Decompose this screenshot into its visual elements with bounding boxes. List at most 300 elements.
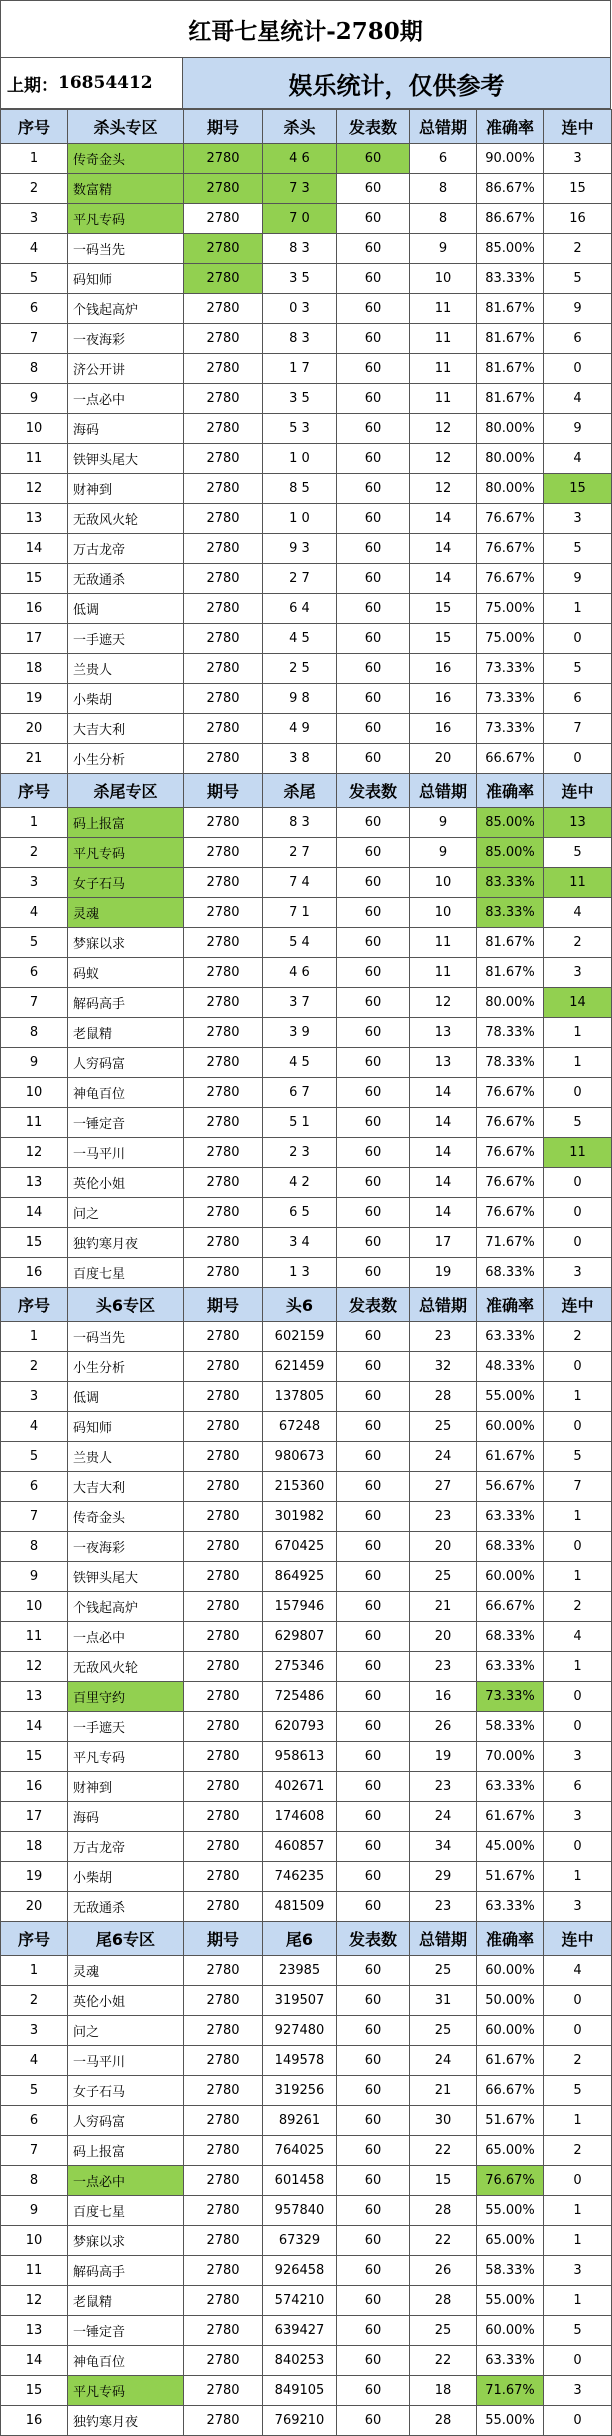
cell-published: 60 — [337, 1018, 410, 1048]
cell-index: 9 — [1, 1048, 68, 1078]
cell-name: 个钱起高炉 — [68, 294, 184, 324]
cell-published: 60 — [337, 234, 410, 264]
cell-index: 3 — [1, 1382, 68, 1412]
cell-index: 7 — [1, 988, 68, 1018]
cell-index: 11 — [1, 2256, 68, 2286]
cell-accuracy: 76.67% — [477, 1198, 544, 1228]
cell-published: 60 — [337, 1802, 410, 1832]
cell-index: 13 — [1, 2316, 68, 2346]
cell-index: 21 — [1, 744, 68, 774]
cell-published: 60 — [337, 1652, 410, 1682]
cell-index: 6 — [1, 294, 68, 324]
cell-published: 60 — [337, 988, 410, 1018]
column-header-published: 发表数 — [337, 774, 410, 808]
cell-errors: 13 — [410, 1048, 477, 1078]
column-header-errors: 总错期 — [410, 110, 477, 144]
cell-period: 2780 — [184, 2046, 263, 2076]
cell-name: 海码 — [68, 1802, 184, 1832]
cell-errors: 15 — [410, 2166, 477, 2196]
cell-name: 一点必中 — [68, 1622, 184, 1652]
cell-index: 16 — [1, 2406, 68, 2436]
table-row — [1, 1832, 612, 1862]
table-row — [1, 2196, 612, 2226]
cell-period: 2780 — [184, 684, 263, 714]
cell-errors: 11 — [410, 958, 477, 988]
cell-index: 5 — [1, 928, 68, 958]
cell-accuracy: 60.00% — [477, 2316, 544, 2346]
cell-index: 14 — [1, 1198, 68, 1228]
cell-errors: 6 — [410, 144, 477, 174]
cell-number: 670425 — [263, 1532, 337, 1562]
cell-published: 60 — [337, 2226, 410, 2256]
table-row — [1, 1198, 612, 1228]
cell-name: 百度七星 — [68, 2196, 184, 2226]
table-row — [1, 684, 612, 714]
cell-published: 60 — [337, 324, 410, 354]
cell-accuracy: 65.00% — [477, 2226, 544, 2256]
cell-streak: 1 — [544, 1502, 612, 1532]
cell-errors: 19 — [410, 1258, 477, 1288]
cell-errors: 16 — [410, 714, 477, 744]
cell-index: 9 — [1, 2196, 68, 2226]
stats-table — [0, 109, 612, 2436]
column-header-published: 发表数 — [337, 1288, 410, 1322]
cell-accuracy: 56.67% — [477, 1472, 544, 1502]
cell-accuracy: 66.67% — [477, 2076, 544, 2106]
cell-errors: 25 — [410, 1562, 477, 1592]
cell-index: 7 — [1, 324, 68, 354]
cell-published: 60 — [337, 1892, 410, 1922]
cell-number: 725486 — [263, 1682, 337, 1712]
cell-streak: 0 — [544, 2016, 612, 2046]
cell-errors: 23 — [410, 1772, 477, 1802]
table-row — [1, 1228, 612, 1258]
cell-streak: 0 — [544, 2166, 612, 2196]
cell-published: 60 — [337, 898, 410, 928]
cell-errors: 12 — [410, 444, 477, 474]
table-row — [1, 2166, 612, 2196]
cell-accuracy: 85.00% — [477, 234, 544, 264]
table-row — [1, 1986, 612, 2016]
cell-name: 梦寐以求 — [68, 2226, 184, 2256]
cell-name: 码蚁 — [68, 958, 184, 988]
cell-errors: 8 — [410, 174, 477, 204]
last-period-value: 16854412 — [58, 73, 153, 93]
cell-streak: 1 — [544, 1562, 612, 1592]
table-row — [1, 898, 612, 928]
cell-errors: 21 — [410, 2076, 477, 2106]
column-header-errors: 总错期 — [410, 1288, 477, 1322]
cell-streak: 6 — [544, 324, 612, 354]
cell-published: 60 — [337, 2286, 410, 2316]
cell-number: 574210 — [263, 2286, 337, 2316]
cell-published: 60 — [337, 1108, 410, 1138]
info-row — [0, 57, 611, 109]
cell-accuracy: 80.00% — [477, 474, 544, 504]
table-row — [1, 1652, 612, 1682]
column-header-index: 序号 — [1, 774, 68, 808]
table-row — [1, 1622, 612, 1652]
cell-errors: 25 — [410, 2316, 477, 2346]
section-header-row — [1, 110, 612, 144]
cell-name: 独钓寒月夜 — [68, 2406, 184, 2436]
cell-period: 2780 — [184, 324, 263, 354]
cell-name: 女子石马 — [68, 868, 184, 898]
cell-errors: 11 — [410, 928, 477, 958]
cell-name: 一夜海彩 — [68, 324, 184, 354]
table-row — [1, 1352, 612, 1382]
cell-index: 18 — [1, 1832, 68, 1862]
cell-published: 60 — [337, 1228, 410, 1258]
cell-number: 7 0 — [263, 204, 337, 234]
cell-accuracy: 83.33% — [477, 264, 544, 294]
cell-published: 60 — [337, 958, 410, 988]
cell-errors: 29 — [410, 1862, 477, 1892]
cell-accuracy: 63.33% — [477, 1772, 544, 1802]
cell-accuracy: 70.00% — [477, 1742, 544, 1772]
cell-index: 1 — [1, 144, 68, 174]
cell-number: 67329 — [263, 2226, 337, 2256]
cell-number: 4 9 — [263, 714, 337, 744]
cell-index: 15 — [1, 564, 68, 594]
cell-index: 5 — [1, 264, 68, 294]
cell-published: 60 — [337, 1048, 410, 1078]
table-row — [1, 204, 612, 234]
cell-number: 2 3 — [263, 1138, 337, 1168]
cell-number: 3 4 — [263, 1228, 337, 1258]
cell-streak: 0 — [544, 1352, 612, 1382]
cell-streak: 3 — [544, 144, 612, 174]
cell-accuracy: 90.00% — [477, 144, 544, 174]
cell-errors: 23 — [410, 1652, 477, 1682]
cell-name: 梦寐以求 — [68, 928, 184, 958]
cell-streak: 4 — [544, 1956, 612, 1986]
cell-name: 一手遮天 — [68, 624, 184, 654]
cell-errors: 22 — [410, 2226, 477, 2256]
cell-errors: 20 — [410, 744, 477, 774]
column-header-errors: 总错期 — [410, 774, 477, 808]
table-row — [1, 808, 612, 838]
table-row — [1, 264, 612, 294]
cell-streak: 4 — [544, 1622, 612, 1652]
cell-streak: 5 — [544, 264, 612, 294]
cell-name: 小柴胡 — [68, 1862, 184, 1892]
cell-streak: 0 — [544, 354, 612, 384]
cell-accuracy: 51.67% — [477, 2106, 544, 2136]
cell-index: 17 — [1, 624, 68, 654]
cell-streak: 5 — [544, 2316, 612, 2346]
cell-streak: 3 — [544, 1892, 612, 1922]
cell-streak: 15 — [544, 174, 612, 204]
column-header-number: 杀头 — [263, 110, 337, 144]
cell-streak: 9 — [544, 564, 612, 594]
cell-published: 60 — [337, 534, 410, 564]
table-row — [1, 1772, 612, 1802]
cell-number: 4 6 — [263, 144, 337, 174]
cell-name: 传奇金头 — [68, 1502, 184, 1532]
cell-period: 2780 — [184, 204, 263, 234]
table-row — [1, 654, 612, 684]
cell-streak: 3 — [544, 958, 612, 988]
cell-published: 60 — [337, 1562, 410, 1592]
cell-published: 60 — [337, 1592, 410, 1622]
cell-period: 2780 — [184, 1258, 263, 1288]
cell-number: 67248 — [263, 1412, 337, 1442]
cell-published: 60 — [337, 1382, 410, 1412]
cell-index: 9 — [1, 1562, 68, 1592]
cell-number: 460857 — [263, 1832, 337, 1862]
cell-period: 2780 — [184, 1352, 263, 1382]
cell-accuracy: 55.00% — [477, 2286, 544, 2316]
cell-errors: 14 — [410, 504, 477, 534]
table-row — [1, 1956, 612, 1986]
cell-errors: 31 — [410, 1986, 477, 2016]
cell-period: 2780 — [184, 958, 263, 988]
table-row — [1, 234, 612, 264]
cell-accuracy: 45.00% — [477, 1832, 544, 1862]
cell-index: 1 — [1, 1956, 68, 1986]
table-row — [1, 2076, 612, 2106]
cell-published: 60 — [337, 1138, 410, 1168]
cell-number: 8 3 — [263, 234, 337, 264]
column-header-period: 期号 — [184, 110, 263, 144]
cell-streak: 1 — [544, 1018, 612, 1048]
cell-index: 3 — [1, 204, 68, 234]
cell-published: 60 — [337, 714, 410, 744]
cell-name: 一锤定音 — [68, 1108, 184, 1138]
cell-accuracy: 58.33% — [477, 1712, 544, 1742]
table-row — [1, 444, 612, 474]
cell-period: 2780 — [184, 1382, 263, 1412]
cell-period: 2780 — [184, 2346, 263, 2376]
column-header-index: 序号 — [1, 1288, 68, 1322]
cell-number: 0 3 — [263, 294, 337, 324]
cell-name: 平凡专码 — [68, 204, 184, 234]
cell-number: 926458 — [263, 2256, 337, 2286]
cell-name: 一点必中 — [68, 384, 184, 414]
cell-number: 4 5 — [263, 1048, 337, 1078]
cell-number: 301982 — [263, 1502, 337, 1532]
cell-published: 60 — [337, 264, 410, 294]
cell-streak: 0 — [544, 1682, 612, 1712]
cell-errors: 14 — [410, 1168, 477, 1198]
cell-period: 2780 — [184, 1168, 263, 1198]
cell-number: 137805 — [263, 1382, 337, 1412]
cell-published: 60 — [337, 1198, 410, 1228]
last-period-label: 上期： — [7, 75, 58, 96]
cell-period: 2780 — [184, 1472, 263, 1502]
table-row — [1, 1168, 612, 1198]
cell-errors: 22 — [410, 2136, 477, 2166]
cell-published: 60 — [337, 1078, 410, 1108]
cell-published: 60 — [337, 354, 410, 384]
cell-index: 14 — [1, 2346, 68, 2376]
cell-name: 平凡专码 — [68, 2376, 184, 2406]
cell-period: 2780 — [184, 1956, 263, 1986]
cell-index: 16 — [1, 1772, 68, 1802]
table-row — [1, 2316, 612, 2346]
cell-name: 财神到 — [68, 1772, 184, 1802]
table-row — [1, 2256, 612, 2286]
last-period — [1, 58, 183, 108]
cell-index: 11 — [1, 1108, 68, 1138]
column-header-published: 发表数 — [337, 110, 410, 144]
cell-number: 621459 — [263, 1352, 337, 1382]
cell-published: 60 — [337, 204, 410, 234]
column-header-period: 期号 — [184, 1288, 263, 1322]
cell-period: 2780 — [184, 264, 263, 294]
cell-index: 3 — [1, 868, 68, 898]
cell-errors: 26 — [410, 1712, 477, 1742]
cell-accuracy: 76.67% — [477, 1078, 544, 1108]
cell-published: 60 — [337, 2106, 410, 2136]
cell-period: 2780 — [184, 838, 263, 868]
cell-accuracy: 81.67% — [477, 354, 544, 384]
cell-index: 12 — [1, 2286, 68, 2316]
table-row — [1, 714, 612, 744]
cell-name: 百度七星 — [68, 1258, 184, 1288]
cell-period: 2780 — [184, 444, 263, 474]
cell-accuracy: 76.67% — [477, 564, 544, 594]
cell-errors: 16 — [410, 684, 477, 714]
cell-number: 927480 — [263, 2016, 337, 2046]
cell-streak: 2 — [544, 2046, 612, 2076]
cell-index: 10 — [1, 1078, 68, 1108]
cell-name: 无敌通杀 — [68, 564, 184, 594]
cell-index: 14 — [1, 1712, 68, 1742]
cell-streak: 0 — [544, 1712, 612, 1742]
cell-errors: 30 — [410, 2106, 477, 2136]
cell-index: 1 — [1, 808, 68, 838]
column-header-name: 杀尾专区 — [68, 774, 184, 808]
cell-number: 2 7 — [263, 564, 337, 594]
cell-index: 18 — [1, 654, 68, 684]
cell-index: 8 — [1, 354, 68, 384]
cell-errors: 17 — [410, 1228, 477, 1258]
cell-streak: 2 — [544, 928, 612, 958]
cell-index: 2 — [1, 838, 68, 868]
cell-published: 60 — [337, 624, 410, 654]
column-header-accuracy: 准确率 — [477, 1288, 544, 1322]
cell-accuracy: 63.33% — [477, 1892, 544, 1922]
column-header-index: 序号 — [1, 1922, 68, 1956]
cell-streak: 11 — [544, 1138, 612, 1168]
cell-errors: 13 — [410, 1018, 477, 1048]
cell-name: 一马平川 — [68, 1138, 184, 1168]
cell-number: 620793 — [263, 1712, 337, 1742]
cell-streak: 4 — [544, 444, 612, 474]
cell-period: 2780 — [184, 654, 263, 684]
cell-accuracy: 81.67% — [477, 958, 544, 988]
table-row — [1, 2286, 612, 2316]
cell-accuracy: 63.33% — [477, 2346, 544, 2376]
cell-period: 2780 — [184, 2406, 263, 2436]
cell-index: 5 — [1, 1442, 68, 1472]
cell-name: 人穷码富 — [68, 2106, 184, 2136]
cell-published: 60 — [337, 1622, 410, 1652]
column-header-accuracy: 准确率 — [477, 1922, 544, 1956]
cell-period: 2780 — [184, 1772, 263, 1802]
cell-errors: 27 — [410, 1472, 477, 1502]
cell-streak: 0 — [544, 1986, 612, 2016]
cell-accuracy: 63.33% — [477, 1652, 544, 1682]
cell-period: 2780 — [184, 1412, 263, 1442]
cell-period: 2780 — [184, 1138, 263, 1168]
cell-index: 20 — [1, 714, 68, 744]
cell-streak: 15 — [544, 474, 612, 504]
table-row — [1, 564, 612, 594]
cell-streak: 16 — [544, 204, 612, 234]
cell-published: 60 — [337, 2136, 410, 2166]
table-row — [1, 2046, 612, 2076]
cell-index: 12 — [1, 1138, 68, 1168]
cell-period: 2780 — [184, 2076, 263, 2106]
table-row — [1, 1258, 612, 1288]
cell-index: 10 — [1, 414, 68, 444]
cell-published: 60 — [337, 1956, 410, 1986]
cell-name: 兰贵人 — [68, 1442, 184, 1472]
cell-number: 958613 — [263, 1742, 337, 1772]
cell-index: 8 — [1, 2166, 68, 2196]
cell-accuracy: 73.33% — [477, 654, 544, 684]
cell-errors: 14 — [410, 1138, 477, 1168]
cell-name: 百里守约 — [68, 1682, 184, 1712]
cell-index: 14 — [1, 534, 68, 564]
cell-errors: 18 — [410, 2376, 477, 2406]
table-row — [1, 1712, 612, 1742]
cell-published: 60 — [337, 1258, 410, 1288]
cell-number: 7 4 — [263, 868, 337, 898]
cell-streak: 5 — [544, 534, 612, 564]
cell-period: 2780 — [184, 1622, 263, 1652]
cell-number: 157946 — [263, 1592, 337, 1622]
column-header-number: 头6 — [263, 1288, 337, 1322]
cell-streak: 3 — [544, 504, 612, 534]
cell-index: 19 — [1, 684, 68, 714]
cell-period: 2780 — [184, 714, 263, 744]
cell-period: 2780 — [184, 564, 263, 594]
cell-streak: 5 — [544, 2076, 612, 2106]
cell-streak: 5 — [544, 654, 612, 684]
cell-number: 4 6 — [263, 958, 337, 988]
cell-period: 2780 — [184, 898, 263, 928]
cell-period: 2780 — [184, 1078, 263, 1108]
cell-period: 2780 — [184, 1682, 263, 1712]
cell-accuracy: 63.33% — [477, 1502, 544, 1532]
cell-errors: 14 — [410, 1198, 477, 1228]
cell-published: 60 — [337, 2076, 410, 2106]
cell-accuracy: 78.33% — [477, 1048, 544, 1078]
cell-errors: 14 — [410, 564, 477, 594]
table-row — [1, 2346, 612, 2376]
cell-accuracy: 60.00% — [477, 1412, 544, 1442]
cell-streak: 3 — [544, 1802, 612, 1832]
cell-accuracy: 71.67% — [477, 1228, 544, 1258]
cell-streak: 13 — [544, 808, 612, 838]
cell-accuracy: 68.33% — [477, 1258, 544, 1288]
cell-accuracy: 83.33% — [477, 868, 544, 898]
table-row — [1, 1892, 612, 1922]
cell-number: 2 5 — [263, 654, 337, 684]
cell-index: 13 — [1, 1168, 68, 1198]
cell-streak: 5 — [544, 838, 612, 868]
cell-number: 9 3 — [263, 534, 337, 564]
cell-period: 2780 — [184, 808, 263, 838]
cell-name: 数富精 — [68, 174, 184, 204]
cell-streak: 7 — [544, 714, 612, 744]
cell-period: 2780 — [184, 1862, 263, 1892]
cell-accuracy: 61.67% — [477, 2046, 544, 2076]
